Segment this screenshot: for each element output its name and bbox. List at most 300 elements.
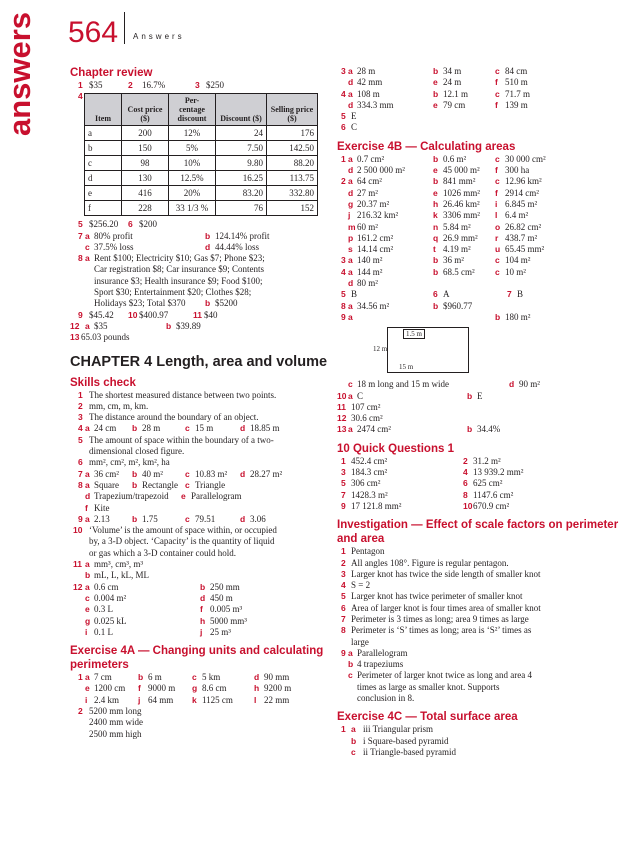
- table-cell: a: [85, 126, 122, 141]
- table-cell: c: [85, 156, 122, 171]
- answer-line: [70, 480, 332, 491]
- answer-line: [70, 332, 332, 343]
- answer-line: [70, 401, 332, 412]
- answer-line: [337, 165, 627, 176]
- answer-text: 0.7 cm²: [357, 153, 385, 164]
- answer-text: 306 cm²: [351, 478, 381, 489]
- answer-line: [337, 413, 627, 424]
- part-letter: p: [348, 232, 354, 243]
- answer-text: 14.14 cm²: [357, 244, 394, 255]
- answer-text: E: [351, 111, 357, 122]
- answer-text: $256.20: [89, 219, 119, 230]
- question-number: 10: [463, 500, 473, 511]
- part-letter: c: [348, 379, 353, 390]
- answer-text: 7 cm: [94, 672, 112, 683]
- answer-line: [337, 402, 627, 413]
- answer-line: [337, 659, 627, 670]
- table-cell: 176: [267, 126, 318, 141]
- part-letter: i: [495, 198, 498, 209]
- table-cell: 416: [122, 186, 169, 201]
- answer-text: 300 ha: [505, 165, 530, 176]
- table-row: [85, 186, 318, 201]
- table-cell: 152: [267, 201, 318, 216]
- answer-text: 0.6 m²: [443, 153, 467, 164]
- question-number: 4: [78, 423, 83, 434]
- question-number: 4: [341, 580, 346, 591]
- answer-text: 104 m²: [505, 255, 531, 266]
- table-row: [85, 126, 318, 141]
- question-number: 6: [341, 602, 346, 613]
- answer-line: [70, 525, 332, 536]
- table-header-cell: Selling price ($): [267, 94, 318, 126]
- answer-text: 510 m: [505, 77, 528, 88]
- question-number: 10: [73, 525, 83, 536]
- question-number: 5: [78, 219, 83, 230]
- answer-text: $250: [206, 80, 224, 90]
- answer-text: 450 m: [210, 592, 233, 603]
- answer-text: 4 trapeziums: [357, 659, 404, 670]
- answer-text: 334.3 mm: [357, 99, 394, 110]
- part-letter: e: [433, 77, 438, 88]
- answer-text: 1125 cm: [202, 694, 233, 705]
- part-letter: l: [495, 210, 498, 221]
- answer-line: [337, 747, 627, 758]
- answer-text: 6.4 m²: [505, 210, 529, 221]
- part-letter: a: [85, 672, 90, 683]
- answer-line: [337, 210, 627, 221]
- question-number: 2: [341, 557, 346, 568]
- question-number: 7: [78, 468, 83, 479]
- part-letter: k: [192, 694, 197, 705]
- answer-text: dimensional closed figure.: [89, 446, 185, 457]
- answer-text: 17 121.8 mm²: [351, 500, 402, 511]
- answer-text: 90 mm: [264, 672, 290, 683]
- answer-text: 60 m²: [357, 221, 378, 232]
- answer-text: 65.03 pounds: [81, 332, 130, 343]
- answer-text: $400.97: [139, 309, 169, 320]
- part-letter: c: [495, 153, 500, 164]
- question-number: 6: [433, 289, 438, 300]
- answer-line: [70, 446, 332, 457]
- part-letter: b: [467, 390, 473, 401]
- answer-line: [70, 412, 332, 423]
- answer-text: 24 m: [443, 77, 462, 88]
- answer-line: [337, 289, 627, 300]
- part-letter: b: [132, 468, 138, 479]
- answer-line: [70, 672, 332, 683]
- question-number: 5: [341, 289, 346, 300]
- answer-line: [337, 188, 627, 199]
- question-number: 1: [78, 389, 83, 400]
- question-number: 2: [341, 176, 346, 187]
- part-letter: b: [132, 423, 138, 434]
- part-letter: f: [495, 77, 498, 88]
- answer-line: [337, 66, 627, 77]
- part-letter: r: [495, 232, 499, 243]
- answer-text: 28.27 m²: [250, 468, 283, 479]
- answer-text: 10 m²: [505, 266, 526, 277]
- table-cell: 76: [216, 201, 267, 216]
- answer-text: mL, L, kL, ML: [94, 570, 149, 581]
- part-letter: a: [348, 66, 353, 76]
- answer-text: by, a 3-D object. ‘Capacity’ is the quantity of liquid: [89, 536, 275, 547]
- answer-line: [337, 111, 627, 122]
- answer-text: 2.13: [94, 513, 110, 524]
- part-letter: a: [85, 320, 90, 331]
- question-number: 6: [78, 457, 83, 468]
- answer-text: 6 m: [148, 672, 162, 683]
- answer-text: 26.9 mm²: [443, 232, 478, 243]
- part-letter: c: [351, 746, 356, 757]
- answer-text: 3.06: [250, 513, 266, 524]
- answer-text: mm³, cm³, m³: [94, 559, 144, 570]
- answer-text: 40 m²: [142, 468, 163, 479]
- part-letter: g: [192, 683, 198, 694]
- answer-text: A: [443, 289, 450, 300]
- answer-line: [70, 253, 332, 264]
- part-letter: e: [433, 165, 438, 176]
- answer-line: [70, 310, 332, 321]
- answer-text: 250 mm: [210, 581, 240, 592]
- answer-line: [337, 546, 627, 557]
- quick-questions-heading: 10 Quick Questions 1: [337, 442, 454, 455]
- part-letter: u: [495, 244, 501, 255]
- question-number: 8: [78, 479, 83, 490]
- answer-text: mm, cm, m, km.: [89, 400, 149, 411]
- answer-line: [70, 683, 332, 694]
- part-letter: d: [348, 165, 354, 176]
- answer-line: [337, 424, 627, 435]
- part-letter: e: [433, 99, 438, 110]
- question-number: 9: [341, 311, 346, 322]
- question-number: 7: [341, 489, 346, 500]
- question-number: 9: [78, 513, 83, 524]
- answer-line: [337, 267, 627, 278]
- answer-text: Perimeter is ‘S’ times as long; area is ‘S²’ times as: [351, 625, 532, 636]
- question-number: 7: [507, 289, 512, 300]
- part-letter: b: [433, 88, 439, 99]
- answer-text: Pentagon: [351, 546, 385, 557]
- table-cell: 24: [216, 126, 267, 141]
- answer-line: [70, 514, 332, 525]
- table-cell: 142.50: [267, 141, 318, 156]
- answer-line: [337, 255, 627, 266]
- part-letter: a: [85, 581, 90, 592]
- answer-line: [70, 570, 332, 581]
- answer-line: [70, 695, 332, 706]
- answer-line: [337, 724, 627, 735]
- question-number: 6: [463, 478, 468, 489]
- answer-text: 30 000 cm²: [505, 153, 546, 164]
- answer-text: 79 cm: [443, 99, 466, 110]
- answer-line: [337, 222, 627, 233]
- part-letter: b: [433, 66, 439, 76]
- diagram-label-side: 12 m: [373, 345, 388, 354]
- answer-text: Larger knot has twice the side length of smaller knot: [351, 568, 541, 579]
- answer-text: 625 cm²: [473, 478, 503, 489]
- part-letter: d: [85, 491, 91, 502]
- question-number: 5: [341, 591, 346, 602]
- question-number: 11: [193, 309, 202, 320]
- answer-text: 1026 mm²: [443, 187, 480, 198]
- answer-text: 4.19 m²: [443, 244, 471, 255]
- answer-text: Larger knot has twice perimeter of smaller knot: [351, 591, 523, 602]
- table-cell: 228: [122, 201, 169, 216]
- part-letter: b: [433, 153, 439, 164]
- part-letter: f: [138, 683, 141, 694]
- part-letter: a: [351, 724, 356, 735]
- answer-text: $35: [94, 320, 108, 331]
- table-cell: 150: [122, 141, 169, 156]
- answer-text: $960.77: [443, 300, 473, 311]
- answer-text: 2500 mm high: [89, 728, 142, 739]
- part-letter: c: [495, 88, 500, 99]
- answer-line: 4: [78, 91, 83, 102]
- part-letter: c: [192, 672, 197, 683]
- answer-text: 80 m²: [357, 278, 378, 289]
- answer-text: 24 cm: [94, 423, 117, 434]
- table-cell: 7.50: [216, 141, 267, 156]
- answer-text: 0.6 cm: [94, 581, 119, 592]
- part-letter: s: [348, 244, 353, 255]
- answer-text: 79.51: [195, 513, 216, 524]
- part-letter: t: [433, 244, 436, 255]
- part-letter: e: [181, 491, 186, 502]
- exercise-4a-heading: Exercise 4A — Changing units and calculating perimeters: [70, 645, 324, 672]
- answer-text: 1428.3 m²: [351, 489, 388, 500]
- answer-text: 71.7 m: [505, 88, 531, 99]
- part-letter: a: [85, 423, 90, 434]
- answer-text: 0.3 L: [94, 604, 113, 615]
- part-letter: a: [348, 390, 353, 401]
- part-letter: a: [348, 647, 353, 658]
- part-letter: a: [85, 230, 90, 241]
- part-letter: c: [185, 423, 190, 434]
- answer-line: [337, 670, 627, 681]
- answer-line: [337, 478, 627, 489]
- question-number: 8: [341, 300, 346, 311]
- answer-text: Holidays $23; Total $370: [94, 298, 186, 309]
- answer-text: 28 m: [357, 66, 376, 76]
- answer-line: [70, 80, 332, 102]
- table-cell: 33 1/3 %: [169, 201, 216, 216]
- answer-text: 90 m²: [519, 379, 540, 390]
- answer-text: 44.44% loss: [215, 241, 260, 252]
- answer-line: [70, 729, 332, 740]
- answer-text: 16.7%: [142, 80, 166, 90]
- part-letter: b: [433, 255, 439, 266]
- question-number: 12: [73, 581, 83, 592]
- answer-line: [337, 154, 627, 165]
- answer-text: $5200: [215, 298, 238, 309]
- table-cell: 10%: [169, 156, 216, 171]
- part-letter: f: [495, 187, 498, 198]
- answer-text: 25 m³: [210, 626, 231, 637]
- part-letter: i: [85, 626, 88, 637]
- answer-line: [337, 379, 627, 390]
- table-cell: b: [85, 141, 122, 156]
- question-number: 2: [128, 80, 133, 90]
- answer-text: 5200 mm long: [89, 705, 142, 716]
- answer-line: [337, 122, 627, 133]
- answer-line: [70, 390, 332, 401]
- answer-text: mm², cm², m², km², ha: [89, 457, 170, 468]
- answer-text: 12.96 km²: [505, 176, 542, 187]
- answer-line: [70, 503, 332, 514]
- answer-text: 5000 mm³: [210, 615, 247, 626]
- answer-line: [337, 176, 627, 187]
- question-number: 7: [341, 613, 346, 624]
- question-number: 3: [341, 568, 346, 579]
- part-letter: e: [85, 683, 90, 694]
- answer-line: [70, 559, 332, 570]
- answer-text: 30.6 cm²: [351, 413, 383, 424]
- table-cell: e: [85, 186, 122, 201]
- answer-text: 45 000 m²: [443, 165, 480, 176]
- question-number: 10: [337, 390, 347, 401]
- answer-text: 10.83 m²: [195, 468, 228, 479]
- question-number: 8: [78, 253, 83, 264]
- answers-side-label: answers: [2, 11, 37, 137]
- part-letter: j: [138, 694, 141, 705]
- answer-text: 36 cm²: [94, 468, 119, 479]
- answer-text: 31.2 m²: [473, 455, 501, 466]
- right-column: [337, 66, 627, 758]
- answer-text: The amount of space within the boundary of a two-: [89, 434, 274, 445]
- table-row: [85, 171, 318, 186]
- answer-line: [337, 278, 627, 289]
- answer-text: B: [517, 289, 524, 300]
- answer-text: 2.4 km: [94, 694, 120, 705]
- answer-text: Trapezium/trapezoid: [94, 491, 169, 502]
- answer-line: [70, 423, 332, 434]
- table-cell: 130: [122, 171, 169, 186]
- answer-line: [337, 693, 627, 704]
- chapter-4-heading: CHAPTER 4 Length, area and volume: [70, 353, 328, 370]
- table-cell: 12.5%: [169, 171, 216, 186]
- answer-line: [337, 199, 627, 210]
- answer-text: 65.45 mm²: [505, 244, 545, 255]
- question-number: 3: [341, 467, 346, 478]
- answer-text: 37.5% loss: [94, 241, 134, 252]
- answer-text: E: [477, 390, 483, 401]
- answer-text: 12.1 m: [443, 88, 469, 99]
- answer-line: [70, 627, 332, 638]
- part-letter: d: [254, 672, 260, 683]
- question-number: 2: [463, 455, 468, 466]
- answer-text: 26.46 km²: [443, 198, 480, 209]
- answer-line: [70, 457, 332, 468]
- answer-line: [70, 242, 332, 253]
- answer-text: 184.3 cm²: [351, 467, 388, 478]
- part-letter: a: [348, 300, 353, 311]
- part-letter: e: [85, 604, 90, 615]
- question-number: 13: [337, 424, 347, 435]
- answer-line: [70, 593, 332, 604]
- answer-text: or gas which a 3-D container could hold.: [89, 547, 236, 558]
- answer-text: 9200 m: [264, 683, 292, 694]
- answer-text: Car registration $8; Car insurance $9; Contents: [94, 264, 264, 275]
- answer-text: large: [351, 636, 369, 647]
- question-number: 13: [70, 332, 80, 343]
- answer-text: Parallelogram: [191, 491, 242, 502]
- answer-text: 5 km: [202, 672, 221, 683]
- answer-text: Parallelogram: [357, 647, 408, 658]
- answer-text: C: [357, 390, 364, 401]
- part-letter: a: [85, 479, 90, 490]
- investigation-heading: Investigation — Effect of scale factors on perimeter and area: [337, 519, 619, 546]
- answer-line: [70, 706, 332, 717]
- question-number: 2: [78, 400, 83, 411]
- answer-text: Triangle: [195, 479, 226, 490]
- answer-text: 26.82 cm²: [505, 221, 542, 232]
- answer-text: 107 cm²: [351, 401, 381, 412]
- part-letter: d: [348, 77, 354, 88]
- answer-text: Sport $30; Entertainment $20; Clothes $28;: [94, 287, 252, 298]
- answer-text: The shortest measured distance between two points.: [89, 389, 277, 400]
- answer-line: [337, 591, 627, 602]
- part-letter: b: [348, 659, 354, 670]
- part-letter: o: [495, 221, 501, 232]
- answer-text: ii Triangle-based pyramid: [363, 746, 456, 757]
- answer-text: times as large as smaller knot. Supports: [357, 681, 500, 692]
- part-letter: c: [185, 468, 190, 479]
- answer-text: 0.004 m²: [94, 592, 127, 603]
- question-number: 3: [195, 80, 200, 90]
- answer-line: [70, 321, 332, 332]
- answer-line: [337, 682, 627, 693]
- answer-line: [70, 231, 332, 242]
- question-number: 4: [463, 467, 468, 478]
- part-letter: a: [348, 153, 353, 164]
- part-letter: i: [85, 694, 88, 705]
- answer-line: [70, 717, 332, 728]
- answer-text: $35: [89, 80, 103, 90]
- answer-line: [337, 490, 627, 501]
- answer-text: 20.37 m²: [357, 198, 390, 209]
- part-letter: c: [495, 266, 500, 277]
- question-number: 2: [78, 705, 83, 716]
- question-number: 4: [341, 88, 346, 99]
- answer-text: 139 m: [505, 99, 528, 110]
- answer-text: 140 m²: [357, 255, 383, 266]
- answer-text: 34.56 m²: [357, 300, 390, 311]
- answer-text: Rectangle: [142, 479, 178, 490]
- answer-text: $45.42: [89, 309, 114, 320]
- answer-text: 6.845 m²: [505, 198, 538, 209]
- discount-table: [84, 93, 318, 216]
- part-letter: f: [495, 99, 498, 110]
- answer-text: 8.6 cm: [202, 683, 227, 694]
- answer-text: 22 mm: [264, 694, 290, 705]
- answer-text: 9000 m: [148, 683, 176, 694]
- answer-text: conclusion in 8.: [357, 693, 415, 704]
- answer-line: [337, 456, 627, 467]
- answer-line: [70, 536, 332, 547]
- answer-text: 15 m: [195, 423, 214, 434]
- table-row: [85, 156, 318, 171]
- answer-text: 18.85 m: [250, 423, 280, 434]
- answer-line: [337, 89, 627, 100]
- part-letter: a: [348, 255, 353, 266]
- answer-text: 68.5 cm²: [443, 266, 475, 277]
- answer-text: 3306 mm²: [443, 210, 480, 221]
- part-letter: c: [185, 479, 190, 490]
- part-letter: b: [138, 672, 144, 683]
- question-number: 1: [341, 153, 346, 164]
- part-letter: l: [254, 694, 257, 705]
- part-letter: b: [495, 311, 501, 322]
